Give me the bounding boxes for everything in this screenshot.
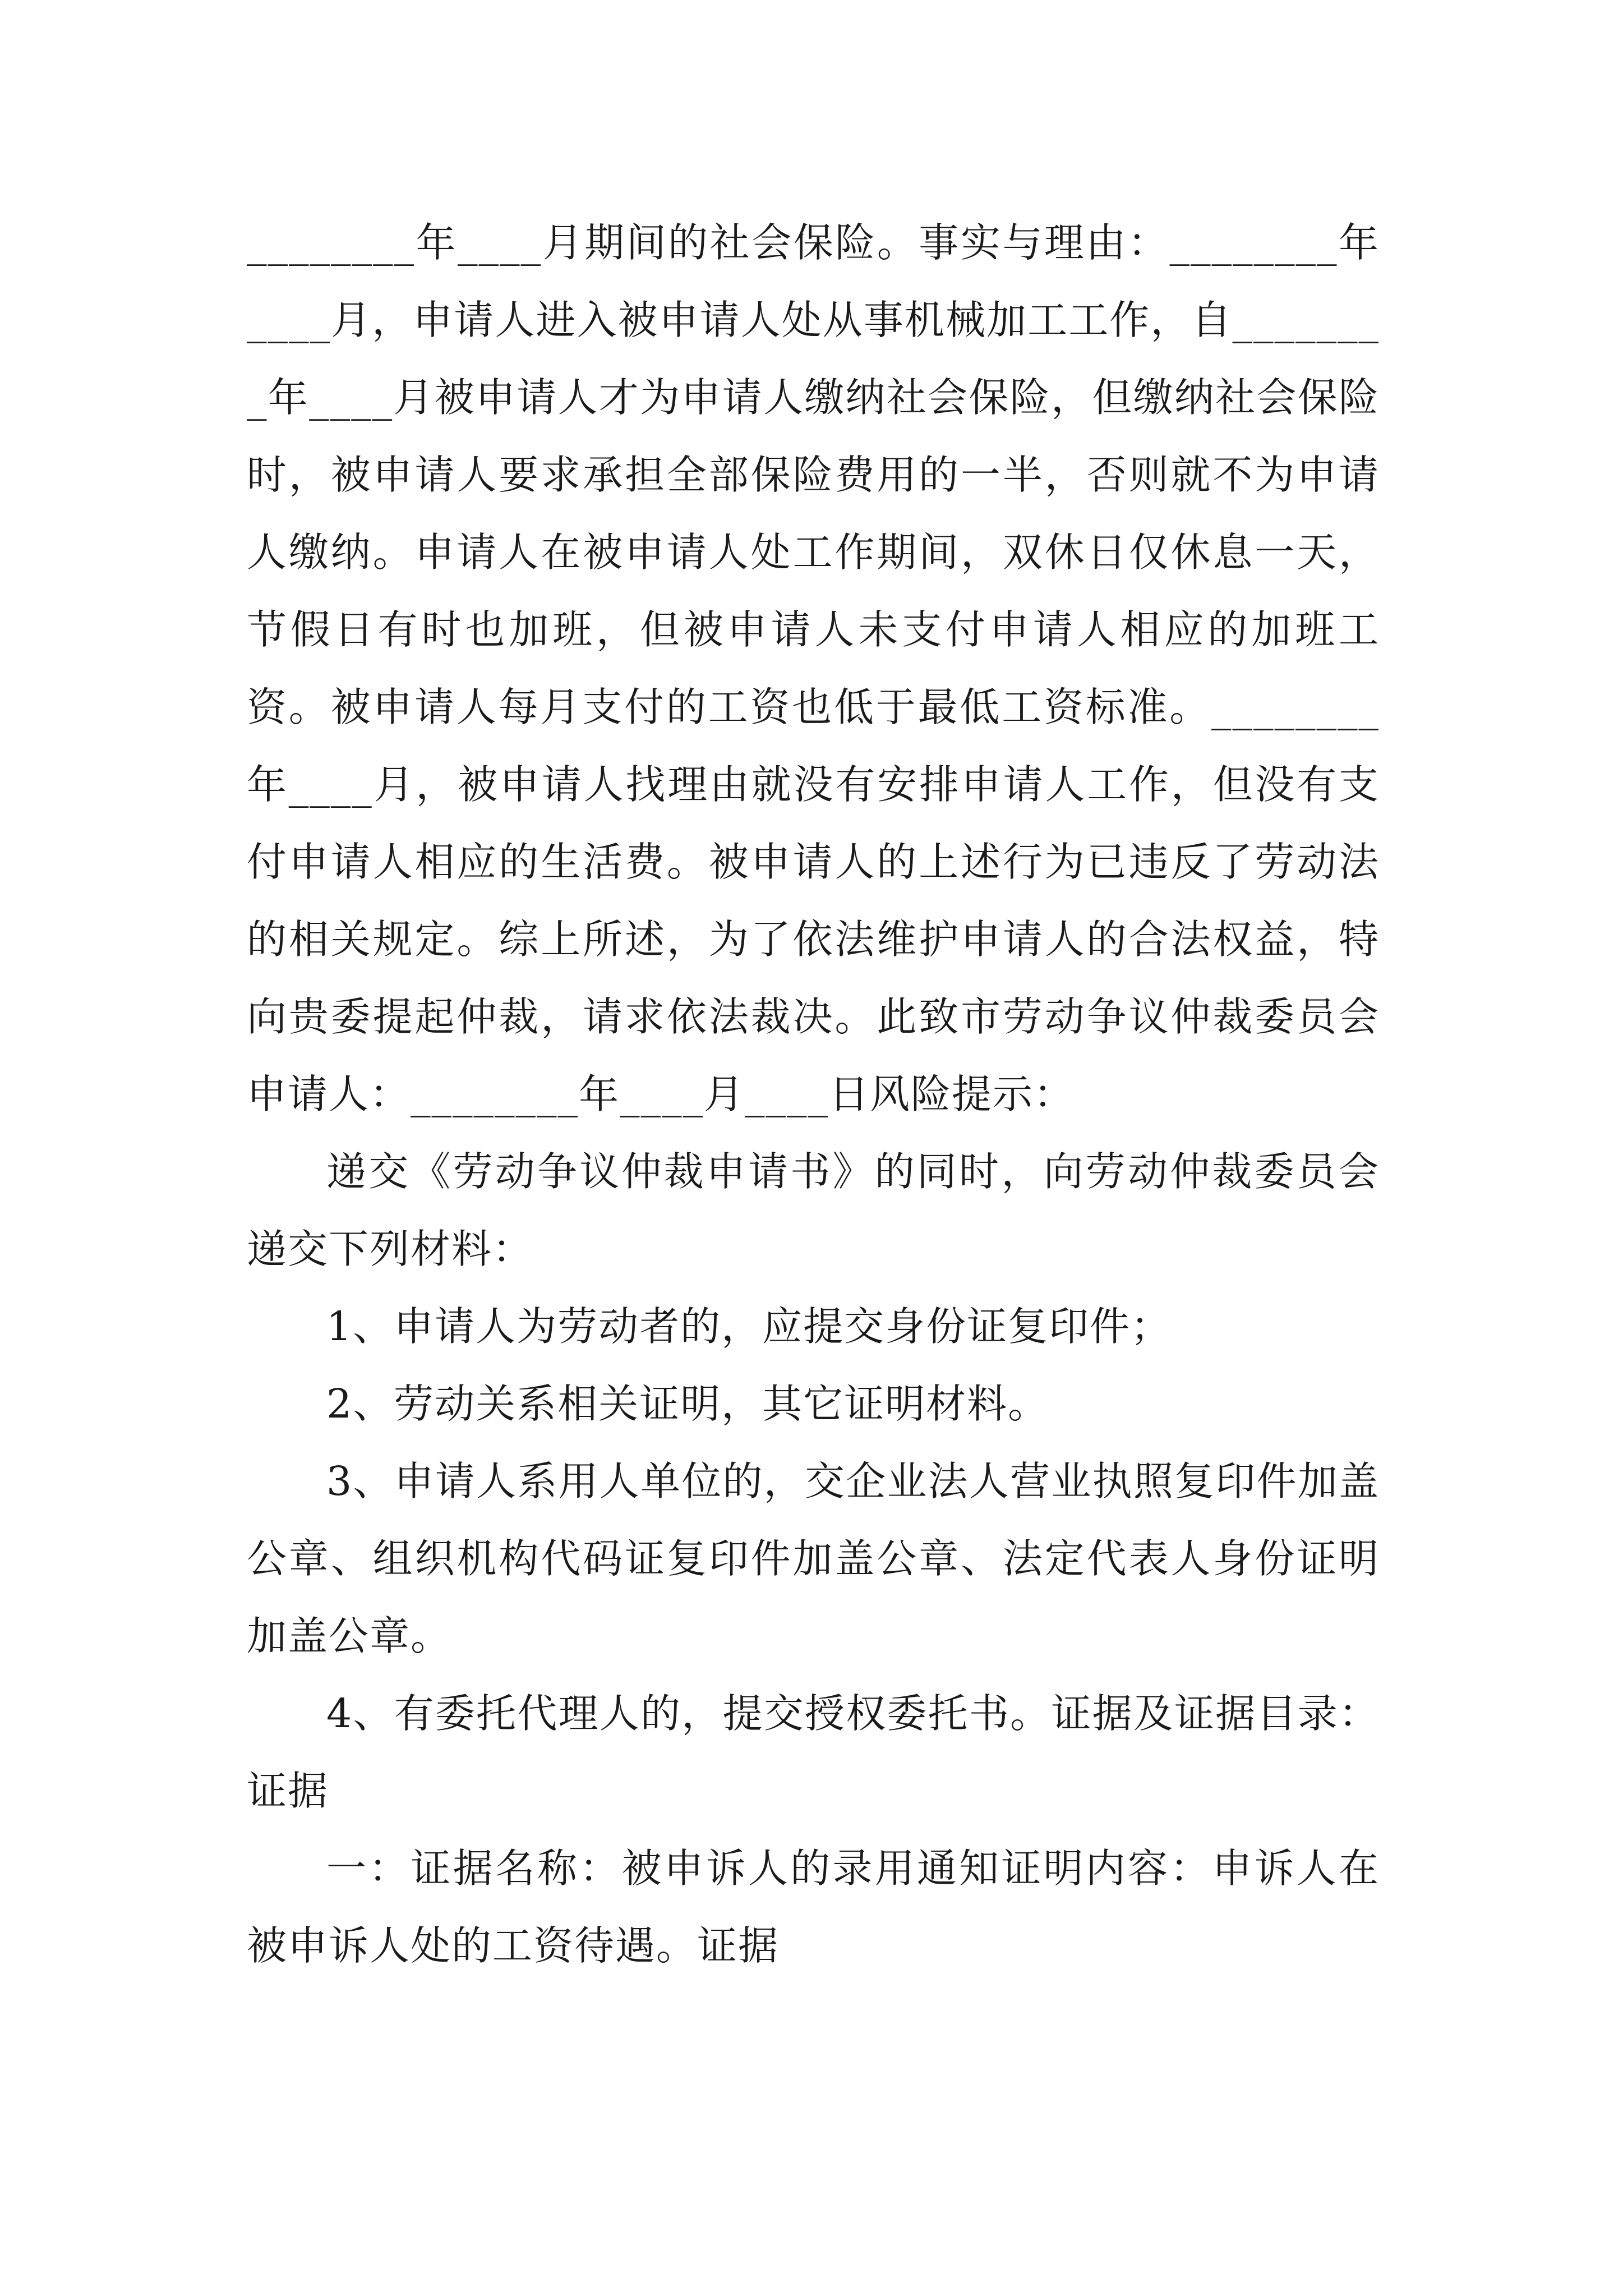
- paragraph-item-1: 1、申请人为劳动者的，应提交身份证复印件；: [326, 1303, 1172, 1350]
- paragraph-item-2: 2、劳动关系相关证明，其它证明材料。: [326, 1381, 1049, 1427]
- paragraph-item-3: 3、申请人系用人单位的，交企业法人营业执照复印件加盖公章、组织机构代码证复印件加盖公章、法定代表人身份证明加盖公章。: [247, 1458, 1380, 1659]
- paragraph-submission-materials: 递交《劳动争议仲裁申请书》的同时，向劳动仲裁委员会递交下列材料：: [247, 1148, 1380, 1272]
- document-body: [247, 204, 1380, 1985]
- paragraph-item-4: 4、有委托代理人的，提交授权委托书。证据及证据目录：证据: [247, 1690, 1380, 1814]
- paragraph-facts-and-reasons: ________年____月期间的社会保险。事实与理由：________年____月，申请人进入被申请人处从事机械加工工作，自________年____月被申请人才为申请人缴纳社会保险，但缴纳社会保险时，被申请人要求承担全部保险费用的一半，否则就不为申请人缴纳。申请人在被申请人处工作期间，双休日仅休息一天，节假日有时也加班，但被申请人未支付申请人相应的加班工资。被申请人每月支付的工资也低于最低工资标准。________年____月，被申请人找理由就没有安排申请人工作，但没有支付申请人相应的生活费。被申请人的上述行为已违反了劳动法的相关规定。综上所述，为了依法维护申请人的合法权益，特向贵委提起仲裁，请求依法裁决。此致市劳动争议仲裁委员会申请人：________年____月____日风险提示：: [247, 219, 1380, 1117]
- paragraph-evidence-1: 一：证据名称：被申诉人的录用通知证明内容：申诉人在被申诉人处的工资待遇。证据: [247, 1845, 1380, 1969]
